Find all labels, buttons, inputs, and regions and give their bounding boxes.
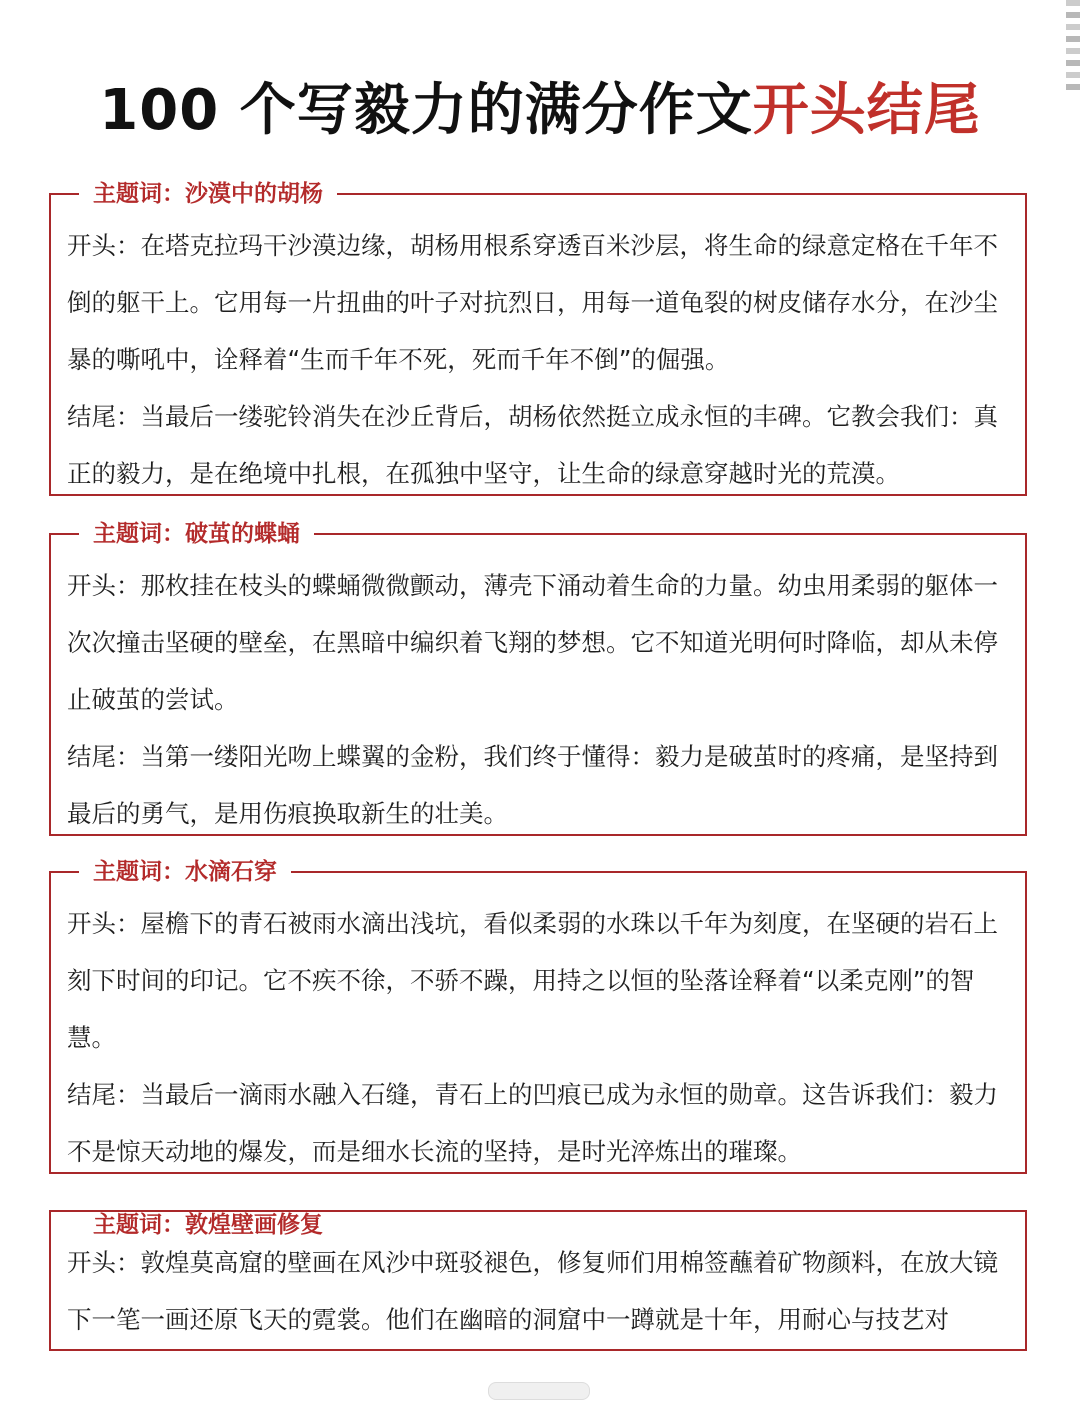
- opening-text: 开头：那枚挂在枝头的蝶蛹微微颤动，薄壳下涌动着生命的力量。幼虫用柔弱的躯体一次次撞击坚硬的壁垒，在黑暗中编织着飞翔的梦想。它不知道光明何时降临，却从未停止破茧的尝试。: [67, 571, 998, 714]
- ending-text: 结尾：当最后一滴雨水融入石缝，青石上的凹痕已成为永恒的勋章。这告诉我们：毅力不是惊天动地的爆发，而是细水长流的坚持，是时光淬炼出的璀璨。: [67, 1080, 998, 1166]
- ending-text: 结尾：当第一缕阳光吻上蝶翼的金粉，我们终于懂得：毅力是破茧时的疼痛，是坚持到最后的勇气，是用伤痕换取新生的壮美。: [67, 742, 998, 828]
- scroll-handle[interactable]: [488, 1382, 590, 1400]
- section-theme-label: 主题词：水滴石穿: [79, 857, 291, 887]
- section-theme-label: 主题词：沙漠中的胡杨: [79, 179, 337, 209]
- section-theme-label: 主题词：破茧的蝶蛹: [79, 519, 314, 549]
- page-title: [0, 78, 1080, 144]
- section-opening-paragraph: [51, 557, 1025, 728]
- section-card-chrysalis: [49, 521, 1027, 836]
- section-card-populus: [49, 181, 1027, 496]
- title-highlight: 开头结尾: [752, 78, 981, 143]
- title-prefix: 100 个写毅力的满分作文: [99, 78, 753, 143]
- ending-text: 结尾：当最后一缕驼铃消失在沙丘背后，胡杨依然挺立成永恒的丰碑。它教会我们：真正的毅力，是在绝境中扎根，在孤独中坚守，让生命的绿意穿越时光的荒漠。: [67, 402, 998, 488]
- section-theme-label: 主题词：敦煌壁画修复: [79, 1210, 337, 1240]
- section-ending-paragraph: [51, 388, 1025, 502]
- section-ending-paragraph: [51, 1066, 1025, 1180]
- opening-text: 开头：敦煌莫高窟的壁画在风沙中斑驳褪色，修复师们用棉签蘸着矿物颜料，在放大镜下一笔一画还原飞天的霓裳。他们在幽暗的洞窟中一蹲就是十年，用耐心与技艺对: [67, 1248, 998, 1334]
- section-opening-paragraph: [51, 1234, 1025, 1348]
- opening-text: 开头：在塔克拉玛干沙漠边缘，胡杨用根系穿透百米沙层，将生命的绿意定格在千年不倒的躯干上。它用每一片扭曲的叶子对抗烈日，用每一道龟裂的树皮储存水分，在沙尘暴的嘶吼中，诠释着“生而千年不死，死而千年不倒”的倔强。: [67, 231, 998, 374]
- section-card-water-drop: [49, 859, 1027, 1174]
- section-ending-paragraph: [51, 728, 1025, 842]
- opening-text: 开头：屋檐下的青石被雨水滴出浅坑，看似柔弱的水珠以千年为刻度，在坚硬的岩石上刻下时间的印记。它不疾不徐，不骄不躁，用持之以恒的坠落诠释着“以柔克刚”的智慧。: [67, 909, 998, 1052]
- section-opening-paragraph: [51, 217, 1025, 388]
- section-opening-paragraph: [51, 895, 1025, 1066]
- section-card-dunhuang: [49, 1210, 1027, 1351]
